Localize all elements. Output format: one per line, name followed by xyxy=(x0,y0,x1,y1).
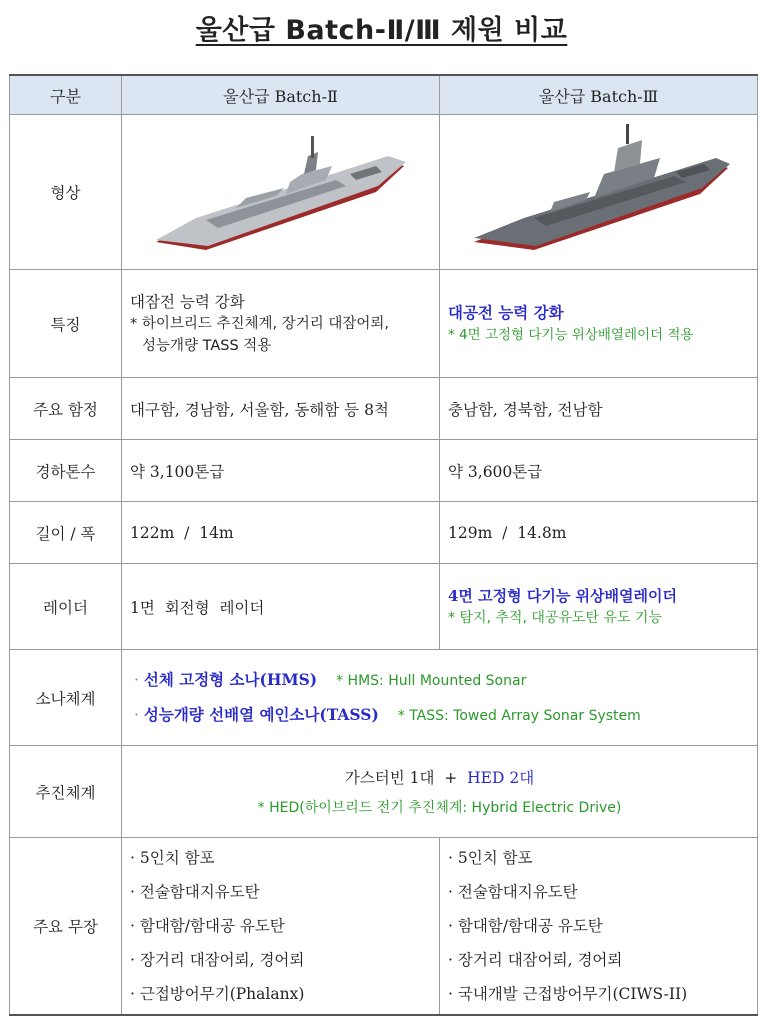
propulsion-main: 가스터빈 1대 + xyxy=(344,768,468,787)
batch2-weapons xyxy=(122,838,440,1016)
batch3-ship-image xyxy=(440,115,758,270)
label-weapons: 주요 무장 xyxy=(10,838,122,1016)
spec-comparison-table xyxy=(9,74,758,1016)
batch2-features xyxy=(122,270,440,378)
batch2-ship-image xyxy=(122,115,440,270)
batch3-feature-main: 대공전 능력 강화 xyxy=(448,303,564,322)
label-displacement: 경하톤수 xyxy=(10,440,122,502)
propulsion-content xyxy=(122,746,758,838)
batch3-ships: 충남함, 경북함, 전남함 xyxy=(440,378,758,440)
batch3-dimensions: 129m / 14.8m xyxy=(440,502,758,564)
page-title: 울산급 Batch-Ⅱ/Ⅲ 제원 비교 xyxy=(195,15,568,46)
sonar-hms-note: * HMS: Hull Mounted Sonar xyxy=(336,672,527,689)
propulsion-hed: HED 2대 xyxy=(467,768,535,787)
batch2-feature-main: 대잠전 능력 강화 xyxy=(130,292,245,311)
batch3-weapon-item: · 장거리 대잠어뢰, 경어뢰 xyxy=(448,951,623,969)
row-dimensions xyxy=(10,502,758,564)
batch3-weapons xyxy=(440,838,758,1016)
label-features: 특징 xyxy=(10,270,122,378)
row-radar xyxy=(10,564,758,650)
batch3-weapon-item: · 전술함대지유도탄 xyxy=(448,883,578,901)
batch3-radar xyxy=(440,564,758,650)
sonar-item-hms: · 선체 고정형 소나(HMS) * HMS: Hull Mounted Sonar xyxy=(134,669,527,689)
batch2-displacement: 약 3,100톤급 xyxy=(122,440,440,502)
batch2-weapon-item: · 5인치 함포 xyxy=(130,849,215,867)
label-sonar: 소나체계 xyxy=(10,650,122,746)
batch2-dimensions: 122m / 14m xyxy=(122,502,440,564)
row-propulsion xyxy=(10,746,758,838)
batch2-weapon-item: · 장거리 대잠어뢰, 경어뢰 xyxy=(130,951,305,969)
batch2-ships: 대구함, 경남함, 서울함, 동해함 등 8척 xyxy=(122,378,440,440)
row-sonar xyxy=(10,650,758,746)
label-shape: 형상 xyxy=(10,115,122,270)
batch2-weapon-item: · 근접방어무기(Phalanx) xyxy=(130,985,305,1003)
label-radar: 레이더 xyxy=(10,564,122,650)
row-displacement xyxy=(10,440,758,502)
header-category: 구분 xyxy=(10,75,122,115)
batch3-radar-note: * 탐지, 추적, 대공유도탄 유도 기능 xyxy=(448,609,662,626)
batch2-weapon-item: · 전술함대지유도탄 xyxy=(130,883,260,901)
sonar-content xyxy=(122,650,758,746)
row-ships xyxy=(10,378,758,440)
label-ships: 주요 함정 xyxy=(10,378,122,440)
sonar-hms-main: 선체 고정형 소나(HMS) xyxy=(143,669,318,689)
batch3-weapon-item: · 5인치 함포 xyxy=(448,849,533,867)
row-weapons xyxy=(10,838,758,1016)
batch3-displacement: 약 3,600톤급 xyxy=(440,440,758,502)
sonar-tass-note: * TASS: Towed Array Sonar System xyxy=(397,707,641,724)
batch2-feature-note-cont: 성능개량 TASS 적용 xyxy=(142,337,272,354)
batch3-features xyxy=(440,270,758,378)
header-batch2: 울산급 Batch-Ⅱ xyxy=(122,75,440,115)
row-features xyxy=(10,270,758,378)
sonar-item-tass: · 성능개량 선배열 예인소나(TASS) * TASS: Towed Array Sonar System xyxy=(134,704,641,724)
header-row xyxy=(10,75,758,115)
batch3-weapon-item: · 국내개발 근접방어무기(CIWS-II) xyxy=(448,985,688,1003)
batch2-feature-note: * 하이브리드 추진체계, 장거리 대잠어뢰, xyxy=(130,315,390,332)
sonar-tass-main: 성능개량 선배열 예인소나(TASS) xyxy=(143,704,379,724)
propulsion-note: * HED(하이브리드 전기 추진체계: Hybrid Electric Drive) xyxy=(257,799,622,816)
row-shape xyxy=(10,115,758,270)
label-dimensions: 길이 / 폭 xyxy=(10,502,122,564)
header-batch3: 울산급 Batch-Ⅲ xyxy=(440,75,758,115)
batch2-radar: 1면 회전형 레이더 xyxy=(122,564,440,650)
label-propulsion: 추진체계 xyxy=(10,746,122,838)
batch2-weapon-item: · 함대함/함대공 유도탄 xyxy=(130,917,285,935)
batch3-weapon-item: · 함대함/함대공 유도탄 xyxy=(448,917,603,935)
batch3-feature-note: * 4면 고정형 다기능 위상배열레이더 적용 xyxy=(448,326,694,343)
batch3-radar-main: 4면 고정형 다기능 위상배열레이더 xyxy=(448,586,677,605)
